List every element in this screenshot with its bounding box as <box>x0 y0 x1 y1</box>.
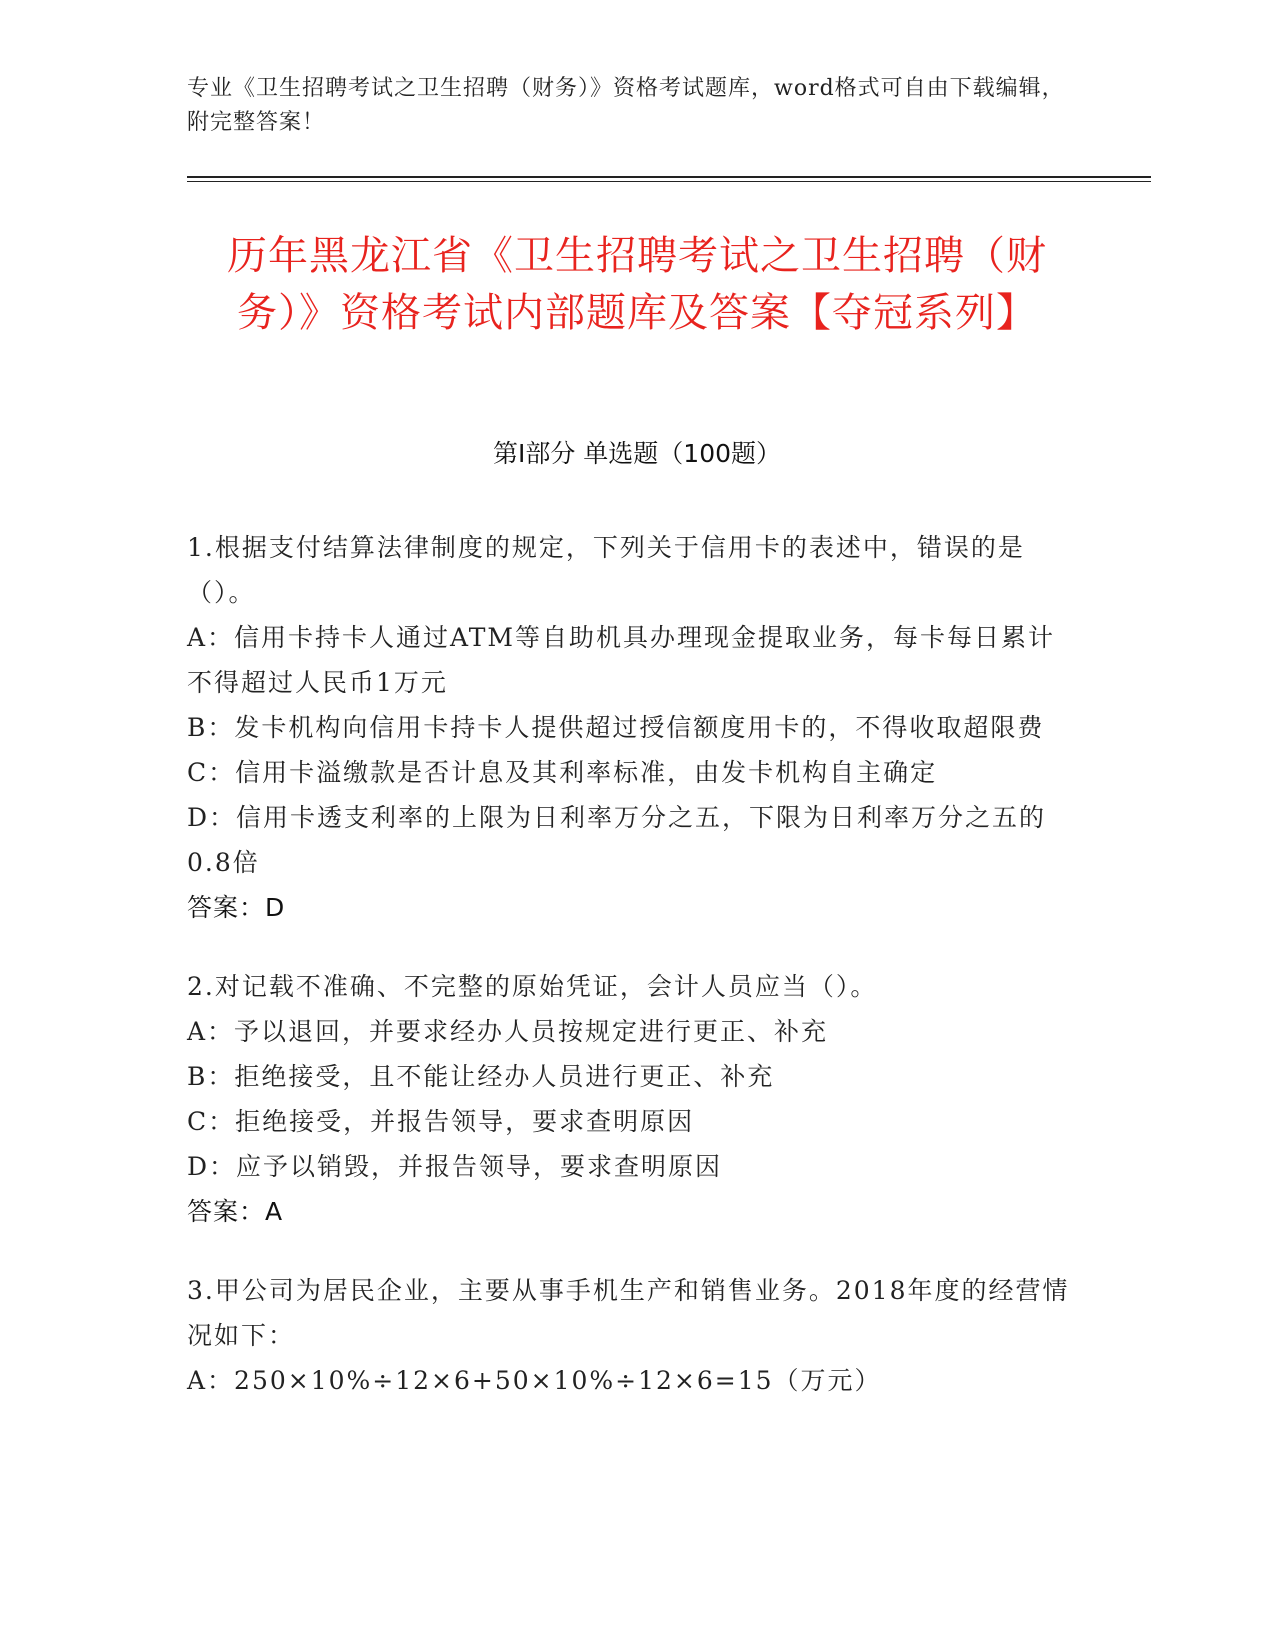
answer: 答案：A <box>187 1197 284 1226</box>
option-a: A：予以退回，并要求经办人员按规定进行更正、补充 <box>187 1017 829 1046</box>
question-stem: 2.对记载不准确、不完整的原始凭证，会计人员应当（）。 <box>187 972 878 1001</box>
option-a: A：信用卡持卡人通过ATM等自助机具办理现金提取业务，每卡每日累计不得超过人民币1万元 <box>187 623 1056 697</box>
option-b: B：拒绝接受，且不能让经办人员进行更正、补充 <box>187 1062 775 1091</box>
question-stem: 3.甲公司为居民企业，主要从事手机生产和销售业务。2018年度的经营情况如下： <box>187 1276 1070 1350</box>
option-d: D：应予以销毁，并报告领导，要求查明原因 <box>187 1152 723 1181</box>
answer: 答案：D <box>187 893 286 922</box>
option-d: D：信用卡透支利率的上限为日利率万分之五，下限为日利率万分之五的0.8倍 <box>187 803 1047 877</box>
option-c: C：拒绝接受，并报告领导，要求查明原因 <box>187 1107 695 1136</box>
option-c: C：信用卡溢缴款是否计息及其利率标准，由发卡机构自主确定 <box>187 758 938 787</box>
option-a: A：250×10%÷12×6+50×10%÷12×6=15（万元） <box>187 1366 882 1395</box>
header-note: 专业《卫生招聘考试之卫生招聘（财务）》资格考试题库，word格式可自由下载编辑，附完整答案！ <box>187 76 1065 135</box>
question-3 <box>187 1268 1077 1403</box>
question-1 <box>187 525 1077 930</box>
document-title: 历年黑龙江省《卫生招聘考试之卫生招聘（财务）》资格考试内部题库及答案【夺冠系列】 <box>227 233 1047 336</box>
header-rule-thin <box>187 181 1151 182</box>
section-title: 第I部分 单选题（100题） <box>492 439 782 468</box>
option-b: B：发卡机构向信用卡持卡人提供超过授信额度用卡的，不得收取超限费 <box>187 713 1045 742</box>
header-rule-thick <box>187 176 1151 178</box>
question-2 <box>187 964 1077 1234</box>
question-stem: 1.根据支付结算法律制度的规定，下列关于信用卡的表述中，错误的是（）。 <box>187 533 1025 607</box>
question-list <box>187 525 1077 1437</box>
